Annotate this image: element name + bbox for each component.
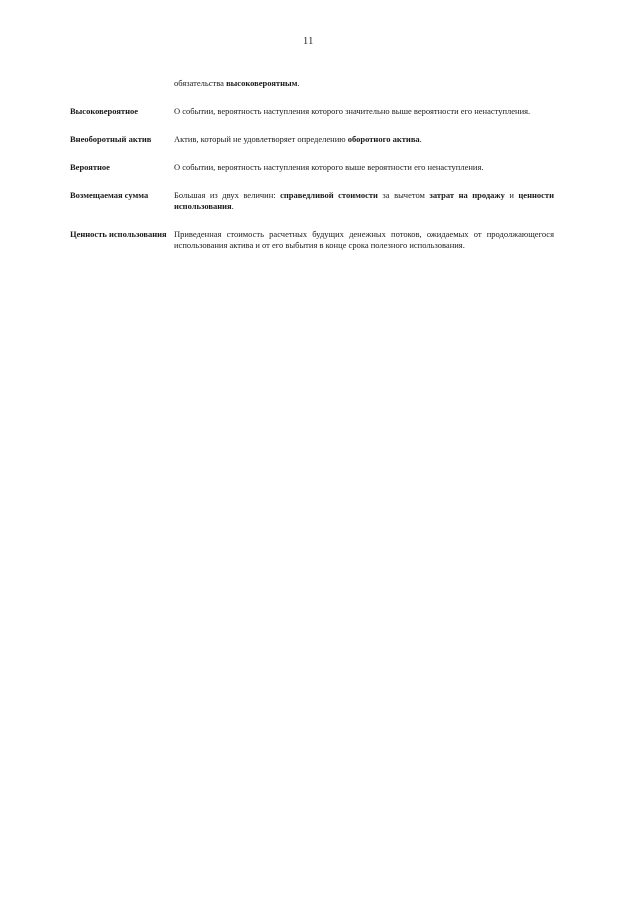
glossary-term: Вероятное — [70, 162, 110, 172]
glossary-definition: Приведенная стоимость расчетных будущих денежных потоков, ожидаемых от продолжающегося использования актива и от его выбытия в конце срока полезного использования. — [174, 229, 554, 250]
glossary-definition: обязательства высоковероятным. — [174, 78, 300, 88]
glossary-link-term: справедливой стоимости — [280, 190, 378, 200]
glossary-term: Ценность использования — [70, 229, 167, 239]
glossary-definition: О событии, вероятность наступления которого значительно выше вероятности его ненаступления. — [174, 106, 531, 116]
glossary-definition: О событии, вероятность наступления которого выше вероятности его ненаступления. — [174, 162, 484, 172]
glossary-link-term: ценности использования — [174, 190, 554, 211]
glossary-entry — [70, 106, 554, 117]
glossary-link-term: оборотного актива — [347, 134, 420, 144]
glossary-term: Возмещаемая сумма — [70, 190, 149, 200]
glossary-entry — [70, 190, 554, 212]
glossary-continuation — [70, 78, 554, 89]
page-number: 11 — [303, 36, 314, 47]
glossary-term: Внеоборотный актив — [70, 134, 152, 144]
glossary-entry — [70, 229, 554, 251]
glossary-entry — [70, 162, 554, 173]
glossary-entry — [70, 134, 554, 145]
glossary-definition: Актив, который не удовлетворяет определению оборотного актива. — [174, 134, 422, 144]
glossary-list — [70, 78, 554, 251]
glossary-term: Высоковероятное — [70, 106, 139, 116]
glossary-definition: Большая из двух величин: справедливой стоимости за вычетом затрат на продажу и ценности использования. — [174, 190, 554, 211]
glossary-link-term: затрат на продажу — [429, 190, 505, 200]
glossary-link-term: высоковероятным — [226, 78, 298, 88]
